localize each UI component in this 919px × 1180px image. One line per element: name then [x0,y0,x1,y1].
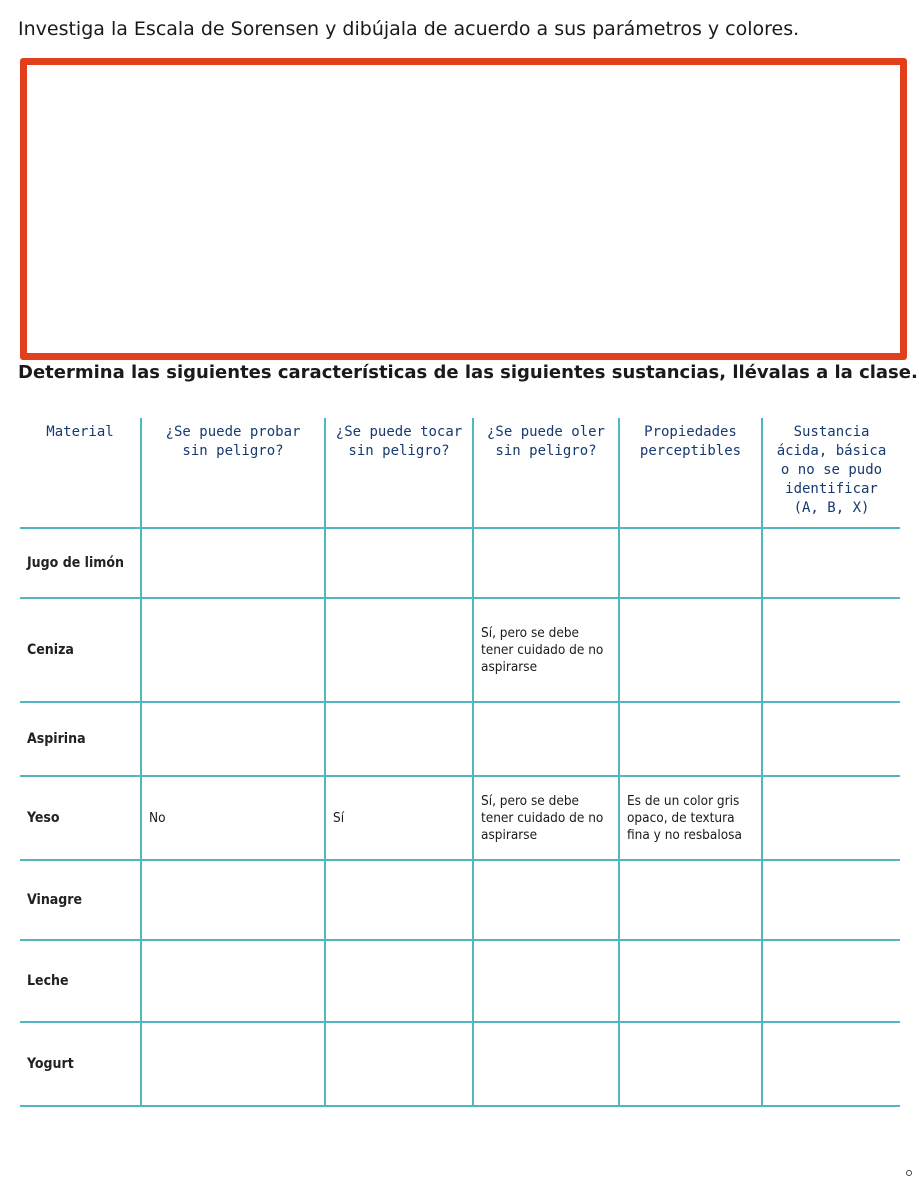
material-cell: Aspirina [20,702,141,776]
sustancia-cell[interactable] [762,528,900,598]
propiedades-cell[interactable]: Es de un color gris opaco, de textura fina y no resbalosa [619,776,762,860]
tocar-cell[interactable]: Sí [325,776,473,860]
material-cell: Jugo de limón [20,528,141,598]
table-row [20,598,900,702]
propiedades-cell[interactable] [619,528,762,598]
propiedades-cell[interactable] [619,702,762,776]
table-row [20,702,900,776]
propiedades-cell[interactable] [619,860,762,940]
table-row [20,776,900,860]
probar-cell[interactable]: No [141,776,325,860]
material-cell: Vinagre [20,860,141,940]
oler-cell[interactable] [473,1022,619,1106]
material-cell: Yogurt [20,1022,141,1106]
tocar-cell[interactable] [325,598,473,702]
drawing-area[interactable] [20,58,907,360]
oler-cell[interactable] [473,940,619,1022]
header-propiedades: Propiedades perceptibles [619,418,762,528]
oler-cell[interactable] [473,528,619,598]
oler-cell[interactable]: Sí, pero se debe tener cuidado de no aspirarse [473,598,619,702]
table-row [20,528,900,598]
sustancia-cell[interactable] [762,1022,900,1106]
tocar-cell[interactable] [325,702,473,776]
page-dot-mark [906,1170,912,1176]
oler-cell[interactable]: Sí, pero se debe tener cuidado de no aspirarse [473,776,619,860]
task-title: Determina las siguientes características de las siguientes sustancias, llévalas a la clase. [18,362,918,383]
header-oler: ¿Se puede oler sin peligro? [473,418,619,528]
probar-cell[interactable] [141,598,325,702]
sustancia-cell[interactable] [762,860,900,940]
table-row [20,940,900,1022]
propiedades-cell[interactable] [619,598,762,702]
sustancia-cell[interactable] [762,776,900,860]
propiedades-cell[interactable] [619,940,762,1022]
propiedades-cell[interactable] [619,1022,762,1106]
header-tocar: ¿Se puede tocar sin peligro? [325,418,473,528]
header-probar: ¿Se puede probar sin peligro? [141,418,325,528]
sustancia-cell[interactable] [762,598,900,702]
material-cell: Yeso [20,776,141,860]
table-row [20,1022,900,1106]
oler-cell[interactable] [473,860,619,940]
probar-cell[interactable] [141,702,325,776]
material-cell: Ceniza [20,598,141,702]
sustancia-cell[interactable] [762,940,900,1022]
sustancia-cell[interactable] [762,702,900,776]
probar-cell[interactable] [141,940,325,1022]
instruction-text: Investiga la Escala de Sorensen y dibújala de acuerdo a sus parámetros y colores. [18,18,800,40]
tocar-cell[interactable] [325,940,473,1022]
probar-cell[interactable] [141,860,325,940]
tocar-cell[interactable] [325,528,473,598]
header-material: Material [20,418,141,528]
tocar-cell[interactable] [325,1022,473,1106]
probar-cell[interactable] [141,528,325,598]
table-row [20,860,900,940]
oler-cell[interactable] [473,702,619,776]
material-cell: Leche [20,940,141,1022]
tocar-cell[interactable] [325,860,473,940]
table-header-row [20,418,900,528]
header-sustancia: Sustancia ácida, básica o no se pudo identificar (A, B, X) [762,418,900,528]
substances-table [20,418,900,1107]
probar-cell[interactable] [141,1022,325,1106]
